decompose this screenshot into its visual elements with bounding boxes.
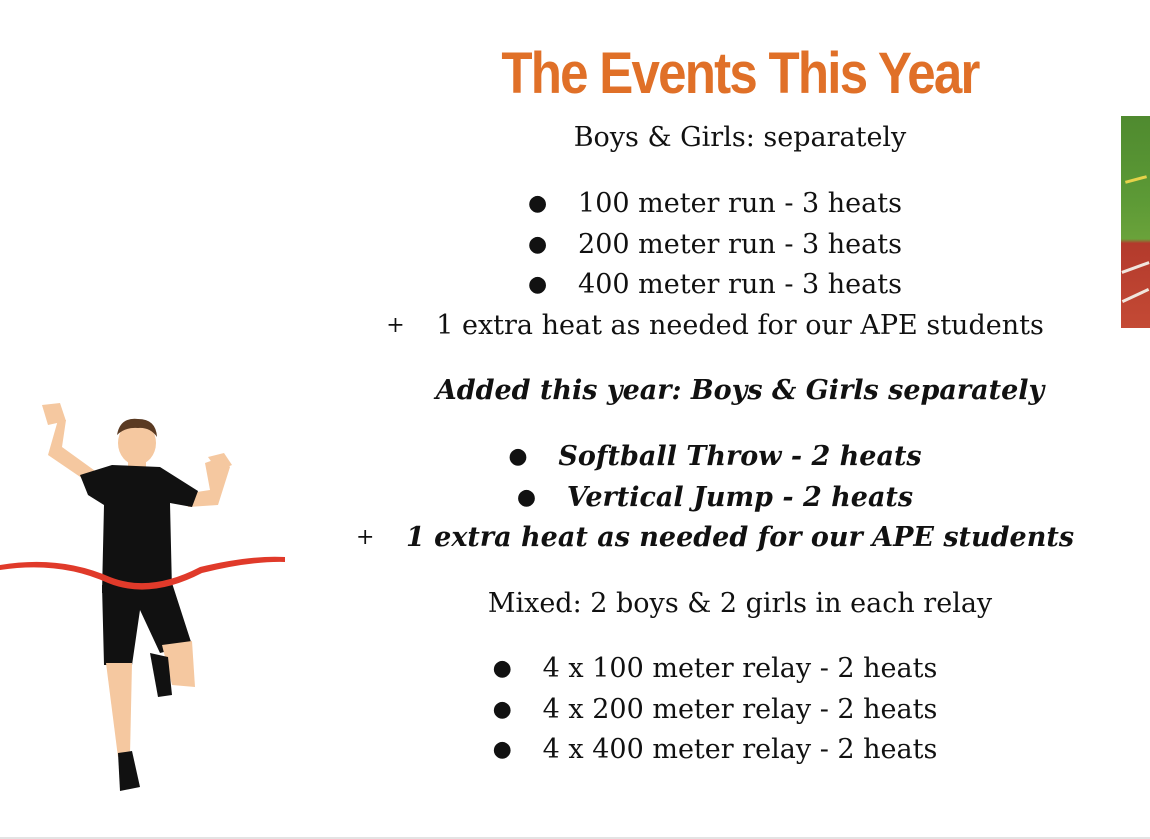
- list-item: ● 4 x 200 meter relay - 2 heats: [492, 694, 938, 725]
- list-item: ● 200 meter run - 3 heats: [528, 229, 902, 260]
- mixed-heading: Mixed: 2 boys & 2 girls in each relay: [487, 588, 993, 619]
- list-item: ● 4 x 100 meter relay - 2 heats: [492, 653, 938, 684]
- track-photo: [1121, 116, 1150, 328]
- list-item: ● 4 x 400 meter relay - 2 heats: [492, 734, 938, 765]
- list-item: ● Softball Throw - 2 heats: [508, 441, 922, 472]
- added-heading: Added this year: Boys & Girls separately: [435, 375, 1045, 406]
- extra-heat-note: + 1 extra heat as needed for our APE students: [386, 310, 1044, 341]
- list-item: ● 100 meter run - 3 heats: [528, 188, 902, 219]
- list-item: ● Vertical Jump - 2 heats: [516, 482, 914, 513]
- extra-heat-note: + 1 extra heat as needed for our APE students: [355, 522, 1075, 553]
- runner-illustration: [0, 395, 300, 800]
- page-title: The Events This Year: [501, 41, 979, 106]
- subtitle: Boys & Girls: separately: [573, 122, 907, 153]
- list-item: ● 400 meter run - 3 heats: [528, 269, 902, 300]
